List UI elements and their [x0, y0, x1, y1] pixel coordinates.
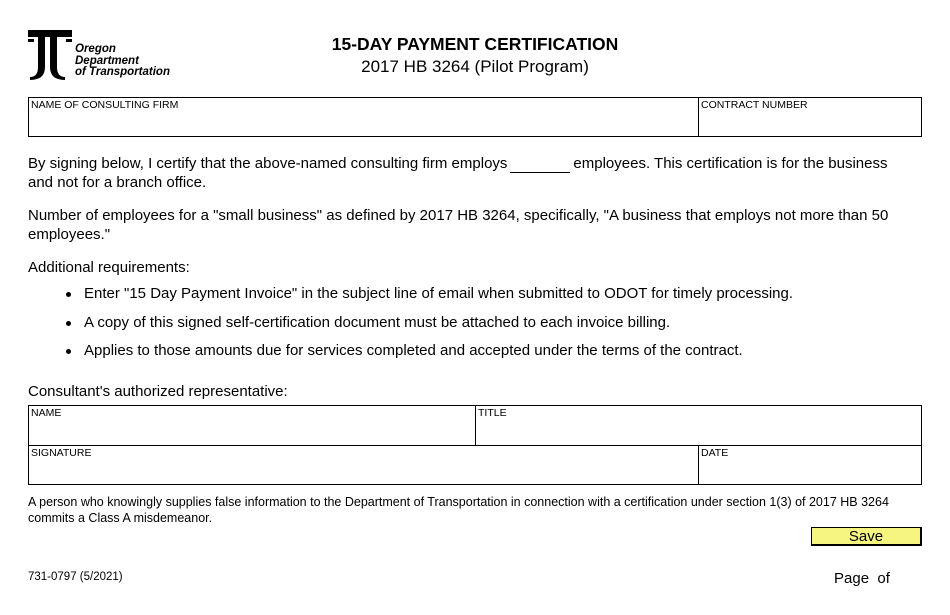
- firm-name-label: NAME OF CONSULTING FIRM: [31, 99, 179, 111]
- contract-number-label: CONTRACT NUMBER: [701, 99, 808, 111]
- requirement-text: Enter "15 Day Payment Invoice" in the subject line of email when submitted to ODOT for timely processing.: [84, 285, 794, 302]
- name-label: NAME: [31, 407, 62, 419]
- date-label: DATE: [701, 447, 729, 459]
- form-title: 15-DAY PAYMENT CERTIFICATION: [331, 34, 619, 54]
- cert-text-1: By signing below, I certify that the above-named consulting firm employs: [28, 155, 508, 172]
- form-number: 731-0797 (5/2021): [28, 571, 123, 583]
- representative-heading: Consultant's authorized representative:: [28, 383, 288, 400]
- certification-paragraph: [28, 154, 923, 192]
- title-field[interactable]: [475, 405, 922, 446]
- contract-number-field[interactable]: [698, 97, 922, 137]
- page-of: Page of: [834, 570, 890, 587]
- save-button[interactable]: Save: [811, 527, 922, 546]
- list-item: [62, 283, 793, 312]
- bullet-icon: [66, 292, 71, 297]
- list-item: [62, 312, 793, 341]
- misdemeanor-warning: A person who knowingly supplies false information to the Department of Transportation in connection with a certification under section 1(3) of 2017 HB 3264 commits a Class A misdemeanor.: [28, 495, 889, 525]
- firm-name-field[interactable]: [28, 97, 699, 137]
- employee-count-input[interactable]: [510, 158, 570, 173]
- form-subtitle: 2017 HB 3264 (Pilot Program): [361, 57, 589, 76]
- logo-line-1: Oregon: [75, 43, 116, 55]
- small-business-paragraph: Number of employees for a "small business" as defined by 2017 HB 3264, specifically, "A business that employs not more than 50 employees.": [28, 207, 889, 243]
- bullet-icon: [66, 349, 71, 354]
- list-item: [62, 340, 793, 369]
- requirement-text: A copy of this signed self-certification document must be attached to each invoice billing.: [84, 313, 671, 331]
- name-field[interactable]: [28, 405, 476, 446]
- bullet-icon: [66, 321, 71, 326]
- logo-line-3: of Transportation: [75, 66, 170, 78]
- requirements-list: [62, 283, 793, 369]
- requirement-text: Applies to those amounts due for services completed and accepted under the terms of the contract.: [84, 342, 743, 359]
- logo-line-2: Department: [75, 54, 139, 67]
- title-label: TITLE: [478, 407, 507, 419]
- cert-text-3: and not for a branch office.: [28, 174, 207, 191]
- signature-field[interactable]: [28, 445, 699, 485]
- signature-label: SIGNATURE: [31, 447, 92, 459]
- cert-text-2: employees. This certification is for the business: [573, 155, 888, 172]
- date-field[interactable]: [698, 445, 922, 485]
- additional-requirements-heading: Additional requirements:: [28, 259, 190, 276]
